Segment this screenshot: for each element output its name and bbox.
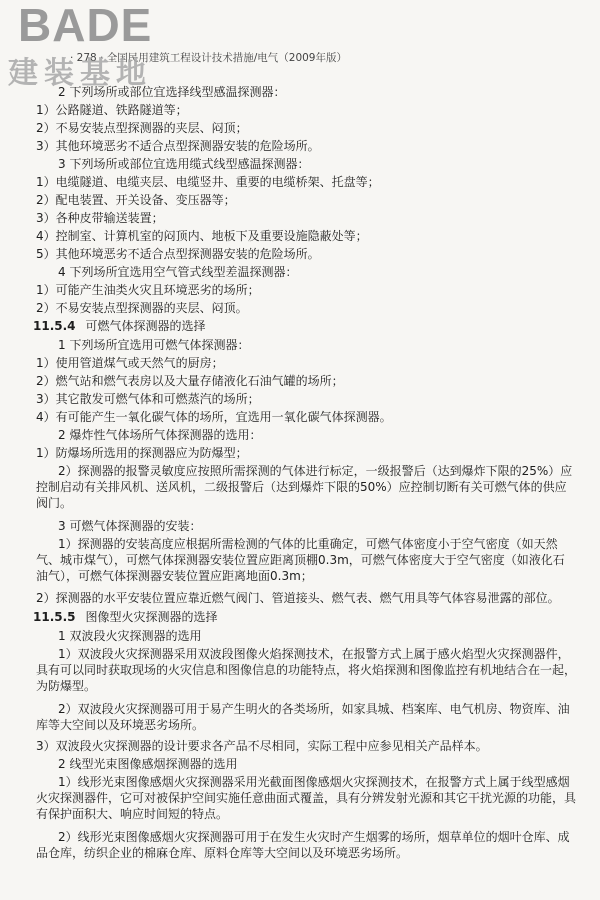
list-item: 2）探测器的水平安装位置应靠近燃气阀门、管道接头、燃气表、燃气用具等气体容易泄露的部位。 bbox=[36, 591, 560, 605]
item-heading: 4 下列场所宜选用空气管式线型差温探测器： bbox=[58, 265, 298, 279]
list-item: 3）其它散发可燃气体和可燃蒸汽的场所； bbox=[36, 392, 260, 406]
item-heading: 2 下列场所或部位宜选择线型感温探测器： bbox=[58, 85, 286, 99]
list-item: 1）公路隧道、铁路隧道等； bbox=[36, 103, 188, 117]
list-item: 1）防爆场所选用的探测器应为防爆型； bbox=[36, 446, 248, 460]
list-item: 4）控制室、计算机室的闷顶内、地板下及重要设施隐蔽处等； bbox=[36, 229, 368, 243]
item-heading: 2 爆炸性气体场所气体探测器的选用： bbox=[58, 428, 262, 442]
paragraph: 1）探测器的安装高度应根据所需检测的气体的比重确定，可燃气体密度小于空气密度（如天然气、城市煤气），可燃气体探测器安装位置应距离顶棚0.3m，可燃气体密度大于空气密度（如液化石油气），可燃气体探测器安装位置应距离地面0.3m； bbox=[36, 537, 565, 583]
item-heading: 2 线型光束图像感烟探测器的选用 bbox=[58, 757, 238, 771]
section-number: 11.5.5 bbox=[33, 610, 76, 624]
item-heading: 3 可燃气体探测器的安装： bbox=[58, 519, 202, 533]
list-item: 3）双波段火灾探测器的设计要求各产品不尽相同，实际工程中应参见相关产品样本。 bbox=[36, 739, 488, 753]
list-item: 1）可能产生油类火灾且环境恶劣的场所； bbox=[36, 283, 260, 297]
section-heading-11-5-5 bbox=[33, 609, 218, 625]
running-head: · 278 · 全国民用建筑工程设计技术措施/电气（2009年版） bbox=[70, 52, 347, 64]
paragraph: 1）线形光束图像感烟火灾探测器采用光截面图像感烟火灾探测技术，在报警方式上属于线型感烟火灾探测器件，它可对被保护空间实施任意曲面式覆盖，具有分辨发射光源和其它干扰光源的功能，具有保护面积大、响应时间短的特点。 bbox=[36, 775, 577, 821]
list-item: 2）燃气站和燃气表房以及大量存储液化石油气罐的场所； bbox=[36, 374, 344, 388]
section-heading-11-5-4 bbox=[33, 318, 206, 334]
paragraph: 2）线形光束图像感烟火灾探测器可用于在发生火灾时产生烟雾的场所，烟草单位的烟叶仓库、成品仓库，纺织企业的棉麻仓库、原料仓库等大空间以及环境恶劣场所。 bbox=[36, 830, 570, 860]
list-item: 1）使用管道煤气或天然气的厨房； bbox=[36, 356, 224, 370]
list-item: 2）不易安装点型探测器的夹层、闷顶。 bbox=[36, 301, 248, 315]
section-title: 图像型火灾探测器的选择 bbox=[85, 610, 218, 624]
section-number: 11.5.4 bbox=[33, 319, 76, 333]
item-heading: 1 下列场所宜选用可燃气体探测器： bbox=[58, 338, 250, 352]
list-item: 2）不易安装点型探测器的夹层、闷顶； bbox=[36, 121, 248, 135]
bade-logo-watermark: BADE bbox=[18, 0, 153, 51]
list-item: 1）电缆隧道、电缆夹层、电缆竖井、重要的电缆桥架、托盘等； bbox=[36, 175, 380, 189]
paragraph: 2）双波段火灾探测器可用于易产生明火的各类场所，如家具城、档案库、电气机房、物资库、油库等大空间以及环境恶劣场所。 bbox=[36, 702, 570, 732]
item-heading: 3 下列场所或部位宜选用缆式线型感温探测器： bbox=[58, 157, 310, 171]
item-heading: 1 双波段火灾探测器的选用 bbox=[58, 629, 202, 643]
list-item: 2）配电装置、开关设备、变压器等； bbox=[36, 193, 236, 207]
paragraph: 2）探测器的报警灵敏度应按照所需探测的气体进行标定，一级报警后（达到爆炸下限的25%）应控制启动有关排风机、送风机，二级报警后（达到爆炸下限的50%）应控制切断有关可燃气体的供应阀门。 bbox=[36, 464, 573, 510]
paragraph: 1）双波段火灾探测器采用双波段图像火焰探测技术，在报警方式上属于感火焰型火灾探测器件，具有可以同时获取现场的火灾信息和图像信息的功能特点，将火焰探测和图像监控有机地结合在一起，为防爆型。 bbox=[36, 647, 577, 693]
list-item: 3）各种皮带输送装置； bbox=[36, 211, 164, 225]
section-title: 可燃气体探测器的选择 bbox=[85, 319, 206, 333]
list-item: 5）其他环境恶劣不适合点型探测器安装的危险场所。 bbox=[36, 247, 320, 261]
list-item: 4）有可能产生一氧化碳气体的场所，宜选用一氧化碳气体探测器。 bbox=[36, 410, 392, 424]
cn-watermark: 建装基地 bbox=[8, 56, 152, 91]
list-item: 3）其他环境恶劣不适合点型探测器安装的危险场所。 bbox=[36, 139, 320, 153]
